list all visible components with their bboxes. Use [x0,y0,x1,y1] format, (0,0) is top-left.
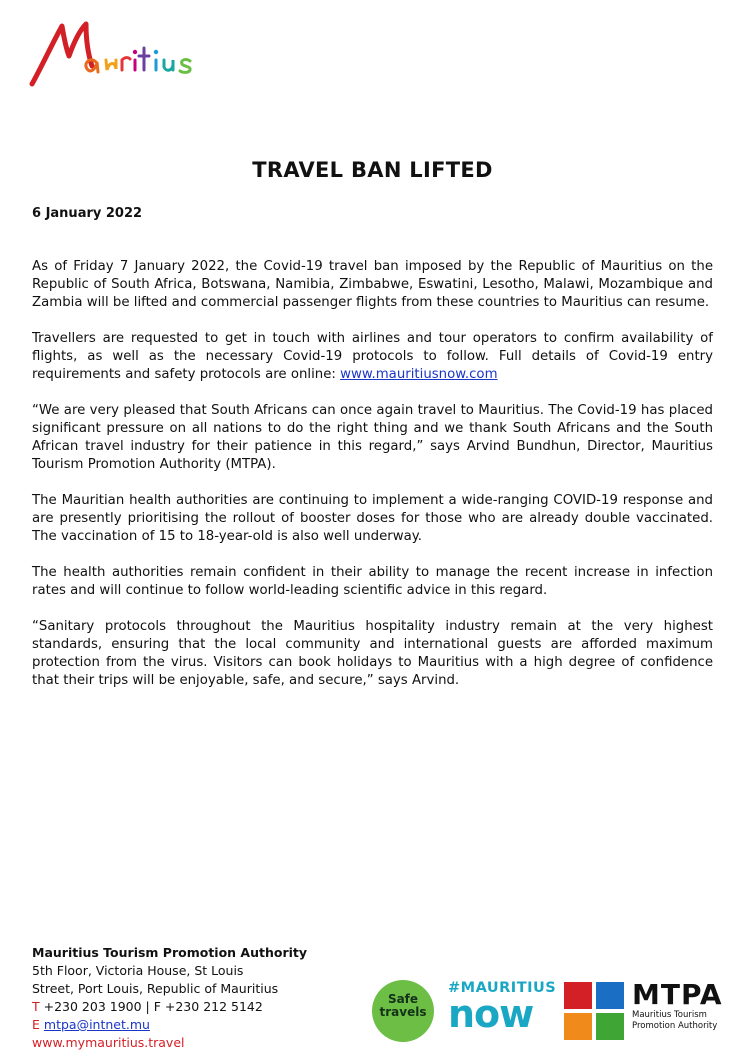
safe-travels-logo [372,980,434,1042]
page-title: TRAVEL BAN LIFTED [252,158,493,182]
footer-phone [32,998,307,1016]
paragraph-travel-ban: As of Friday 7 January 2022, the Covid-19 travel ban imposed by the Republic of Mauritius on the Republic of South Africa, Botswana, Namibia, Zimbabwe, Eswatini, Lesotho, Malawi, Mozambique and Zambia will be lifted and commercial passenger flights from these countries to Mauritius can resume. [32,259,713,310]
footer-logos [370,978,723,1044]
phone-prefix: T [32,999,40,1014]
paragraph-travellers [32,330,713,384]
footer-email [32,1016,307,1034]
footer-contact [32,944,307,1052]
footer-address-line-2: Street, Port Louis, Republic of Mauritius [32,981,279,996]
paragraph-quote-bundhun: “We are very pleased that South Africans can once again travel to Mauritius. The Covid-19 has placed significant pressure on all nations to do the right thing and we thank South Africans and the South African travel industry for their patience in this regard,” says Arvind Bundhun, Director, Mauritius Tourism Promotion Authority (MTPA). [32,403,713,472]
mauritius-now-word: now [448,992,534,1036]
footer-address-line-1: 5th Floor, Victoria House, St Louis [32,963,244,978]
email-prefix: E [32,1017,40,1032]
mauritius-now-hashtag: #MAURITIUS [448,980,557,996]
footer-org-name: Mauritius Tourism Promotion Authority [32,945,308,960]
paragraph-health-response: The Mauritian health authorities are continuing to implement a wide-ranging COVID-19 response and are presently prioritising the rollout of booster doses for those who are already double vaccinated. The vaccination of 15 to 18-year-old is also well underway. [32,493,713,544]
mtpa-icons [564,982,626,1040]
sun-icon [596,982,624,1009]
paragraph-health-confidence: The health authorities remain confident in their ability to manage the recent increase in infection rates and will continue to follow world-leading scientific advice in this regard. [32,565,713,598]
mauritius-logo [28,18,208,90]
mtpa-caption-line-2: Promotion Authority [632,1021,718,1031]
email-link[interactable]: mtpa@intnet.mu [43,1017,150,1032]
mtpa-wordmark: MTPA [632,978,723,1011]
paragraph-quote-sanitary: “Sanitary protocols throughout the Mauritius hospitality industry remain at the very highest standards, ensuring that the local community and international guests are afforded maximum protection from the virus. Visitors can book holidays to Mauritius with a high degree of confidence that their trips will be enjoyable, safe, and secure,” says Arvind. [32,619,713,688]
phone-numbers: +230 203 1900 | F +230 212 5142 [39,999,263,1014]
travellers-text: Travellers are requested to get in touch with airlines and tour operators to confirm availability of flights, as well as the necessary Covid-19 protocols to follow. Full details of Covid-19 entry requirements and safety protocols are online: [32,331,713,382]
body-text [32,258,713,708]
safe-travels-line-1: Safe [387,992,419,1006]
release-date: 6 January 2022 [32,206,143,221]
website-link[interactable]: www.mymauritius.travel [32,1035,185,1050]
mtpa-logo [632,980,722,1032]
mauritiusnow-link[interactable]: www.mauritiusnow.com [340,367,498,382]
mauritius-now-logo [448,980,557,1036]
safe-travels-line-2: travels [379,1005,427,1019]
starfish-icon [564,1013,592,1040]
mountain-icon [564,982,592,1009]
waves-icon [596,1013,624,1040]
mtpa-caption-line-1: Mauritius Tourism [632,1010,707,1020]
